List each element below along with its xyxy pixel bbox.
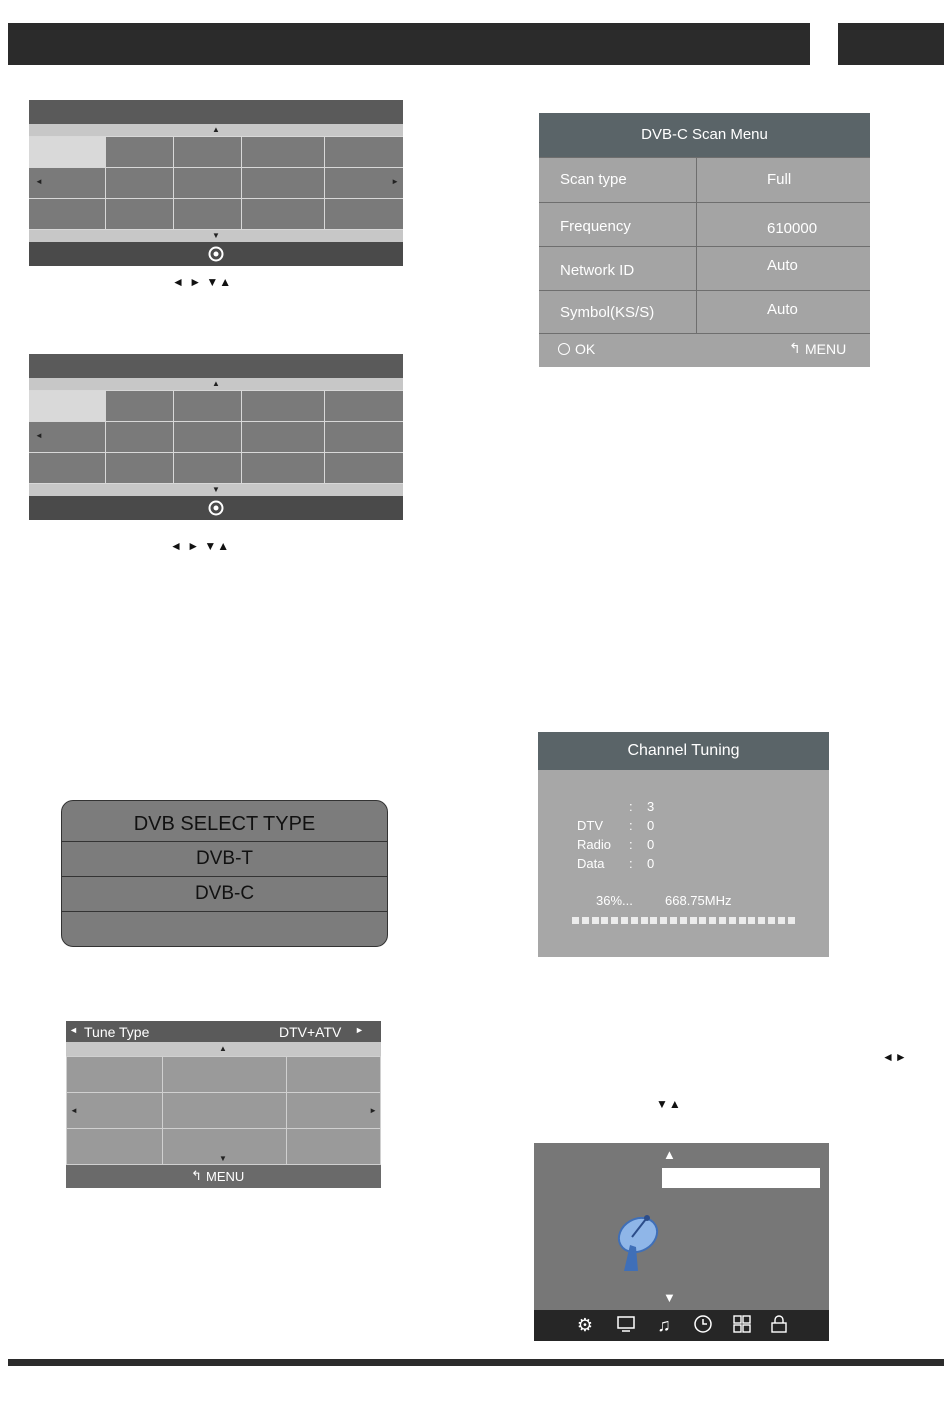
grid-cell[interactable] [106,453,174,483]
menu-label[interactable]: MENU [206,1169,245,1184]
grid-cell[interactable] [174,453,242,483]
down-up-keys: ▼▲ [656,1097,682,1111]
grid-menu-footer [29,242,403,266]
progress-percent: 36%... [596,893,633,908]
progress-segment [739,917,746,924]
left-right-keys: ◄► [882,1050,908,1064]
gear-icon[interactable]: ⚙ [576,1315,594,1335]
channel-grid-menu-1 [29,100,403,266]
left-arrow-icon: ◄ [35,177,43,186]
scroll-up-strip[interactable] [29,124,403,136]
dvb-option-c[interactable]: DVB-C [62,876,387,912]
menu-label[interactable]: MENU [805,341,847,357]
satellite-dish-icon [610,1211,666,1275]
monitor-icon[interactable] [615,1314,637,1336]
grid-cell[interactable] [286,1092,381,1129]
scroll-up-strip[interactable] [66,1042,381,1056]
progress-segment [650,917,657,924]
tuning-sep: : [629,818,633,833]
scan-menu-title: DVB-C Scan Menu [539,113,870,157]
progress-segment [748,917,755,924]
channel-tuning-panel [538,732,829,957]
tuning-value: 0 [647,856,655,871]
grid-cell[interactable] [29,168,106,198]
grid-cell[interactable] [174,199,242,229]
up-arrow-icon[interactable]: ▲ [663,1147,676,1162]
grid-cell[interactable] [29,199,106,229]
dvb-option-t[interactable]: DVB-T [62,841,387,876]
grid-cell[interactable] [242,422,325,452]
scan-row-label: Network ID [560,262,635,279]
scan-row-network-id[interactable] [539,246,870,291]
grid-row [29,421,403,452]
grid-row [29,198,403,229]
tuning-value: 0 [647,818,655,833]
grid-cell[interactable] [106,391,174,421]
scroll-up-strip[interactable] [29,378,403,390]
scroll-down-strip[interactable] [29,483,403,496]
return-icon[interactable]: ↰ [191,1168,202,1183]
tuning-sep: : [629,856,633,871]
grid-row [29,452,403,483]
grid-cell[interactable] [325,199,403,229]
dvb-select-dialog [61,800,388,947]
tuning-label: DTV [577,818,603,833]
grid-cell[interactable] [286,1128,381,1165]
lock-icon[interactable] [768,1314,790,1336]
grid-cell[interactable] [325,422,403,452]
progress-segment [641,917,648,924]
progress-bar [572,917,798,924]
progress-segment [582,917,589,924]
progress-segment [660,917,667,924]
tuning-sep: : [629,837,633,852]
left-arrow-icon: ◄ [35,431,43,440]
grid-cell[interactable] [286,1056,381,1093]
grid-cell[interactable] [162,1056,287,1093]
progress-segment [719,917,726,924]
progress-segment [729,917,736,924]
right-arrow-icon: ► [391,177,399,186]
up-arrow-icon: ▲ [212,379,220,388]
grid-cell[interactable] [174,137,242,167]
grid-cell[interactable] [325,453,403,483]
grid-menu-header [29,354,403,378]
grid-cell[interactable] [66,1128,163,1165]
grid-row [29,390,403,421]
tuning-sep: : [629,799,633,814]
grid-cell[interactable] [29,453,106,483]
tune-type-label: Tune Type [84,1024,150,1040]
dvb-select-title: DVB SELECT TYPE [133,813,316,835]
nav-keys-hint: ◄ ► ▼▲ [170,539,231,553]
progress-segment [778,917,785,924]
channel-grid-menu-2 [29,354,403,520]
clock-icon[interactable] [692,1314,714,1336]
tune-type-value: DTV+ATV [279,1024,342,1040]
scroll-down-strip[interactable] [29,229,403,242]
down-arrow-icon[interactable]: ▼ [663,1290,676,1305]
grid-cell[interactable] [325,137,403,167]
scan-row-label: Frequency [560,218,631,235]
tune-type-header[interactable] [66,1021,381,1042]
progress-segment [592,917,599,924]
header-bar [8,23,810,65]
right-arrow-icon[interactable]: ► [355,1025,364,1035]
progress-segment [699,917,706,924]
tuning-value: 0 [647,837,655,852]
scan-row-value: 610000 [767,220,818,237]
progress-segment [788,917,795,924]
grid-cell[interactable] [29,422,106,452]
down-arrow-icon: ▼ [212,485,220,494]
ok-icon[interactable] [558,343,570,355]
grid-cell[interactable] [162,1092,287,1129]
selected-menu-item[interactable] [662,1168,820,1188]
grid-cell[interactable] [162,1128,287,1165]
ok-label[interactable]: OK [575,341,596,357]
progress-segment [611,917,618,924]
grid-icon[interactable] [731,1314,753,1336]
grid-menu-footer [29,496,403,520]
grid-cell[interactable] [106,422,174,452]
scan-row-value: Auto [767,257,798,274]
grid-cell[interactable] [106,168,174,198]
scan-row-label: Symbol(KS/S) [560,304,655,321]
scan-row-scan-type[interactable] [539,157,870,202]
tuning-label: Data [577,856,605,871]
ok-icon[interactable] [209,501,224,516]
return-icon[interactable]: ↰ [789,340,801,356]
grid-cell[interactable] [242,168,325,198]
down-arrow-icon: ▼ [219,1154,227,1163]
progress-segment [631,917,638,924]
grid-cell[interactable] [106,199,174,229]
dvbc-scan-menu [539,113,870,366]
left-arrow-icon: ◄ [70,1106,78,1115]
grid-cell[interactable] [242,137,325,167]
grid-cell[interactable] [325,168,403,198]
scan-row-symbol[interactable] [539,290,870,335]
tune-type-footer [66,1165,381,1188]
scan-row-label: Scan type [560,171,627,188]
installation-menu [534,1143,829,1341]
grid-cell[interactable] [66,1056,163,1093]
tuning-label: Radio [577,837,611,852]
tuning-title: Channel Tuning [538,732,829,770]
progress-segment [758,917,765,924]
grid-cell[interactable] [66,1092,163,1129]
progress-segment [680,917,687,924]
grid-cell-selected[interactable] [29,391,106,421]
progress-segment [709,917,716,924]
tune-type-menu [66,1021,381,1188]
right-arrow-icon: ► [369,1106,377,1115]
grid-cell[interactable] [242,453,325,483]
grid-cell[interactable] [242,391,325,421]
progress-segment [572,917,579,924]
progress-segment [601,917,608,924]
progress-segment [768,917,775,924]
grid-cell[interactable] [325,391,403,421]
footer-rule [8,1359,944,1366]
music-note-icon[interactable]: ♫ [657,1315,671,1335]
up-arrow-icon: ▲ [219,1044,227,1053]
grid-menu-header [29,100,403,124]
grid-cell[interactable] [174,422,242,452]
ok-icon[interactable] [209,247,224,262]
up-arrow-icon: ▲ [212,125,220,134]
grid-row [29,167,403,198]
tuning-frequency: 668.75MHz [665,893,732,908]
grid-cell-selected[interactable] [29,137,106,167]
grid-cell[interactable] [242,199,325,229]
tuning-value: 3 [647,799,655,814]
progress-segment [690,917,697,924]
scan-row-value: Auto [767,301,798,318]
left-arrow-icon[interactable]: ◄ [69,1025,78,1035]
page-tab-bar [838,23,944,65]
grid-cell[interactable] [174,391,242,421]
progress-segment [621,917,628,924]
nav-keys-hint: ◄ ► ▼▲ [172,275,233,289]
down-arrow-icon: ▼ [212,231,220,240]
grid-row [29,136,403,167]
progress-segment [670,917,677,924]
scan-row-value: Full [767,171,792,188]
scan-row-frequency[interactable] [539,202,870,247]
grid-cell[interactable] [174,168,242,198]
scan-menu-footer [539,333,870,367]
grid-cell[interactable] [106,137,174,167]
